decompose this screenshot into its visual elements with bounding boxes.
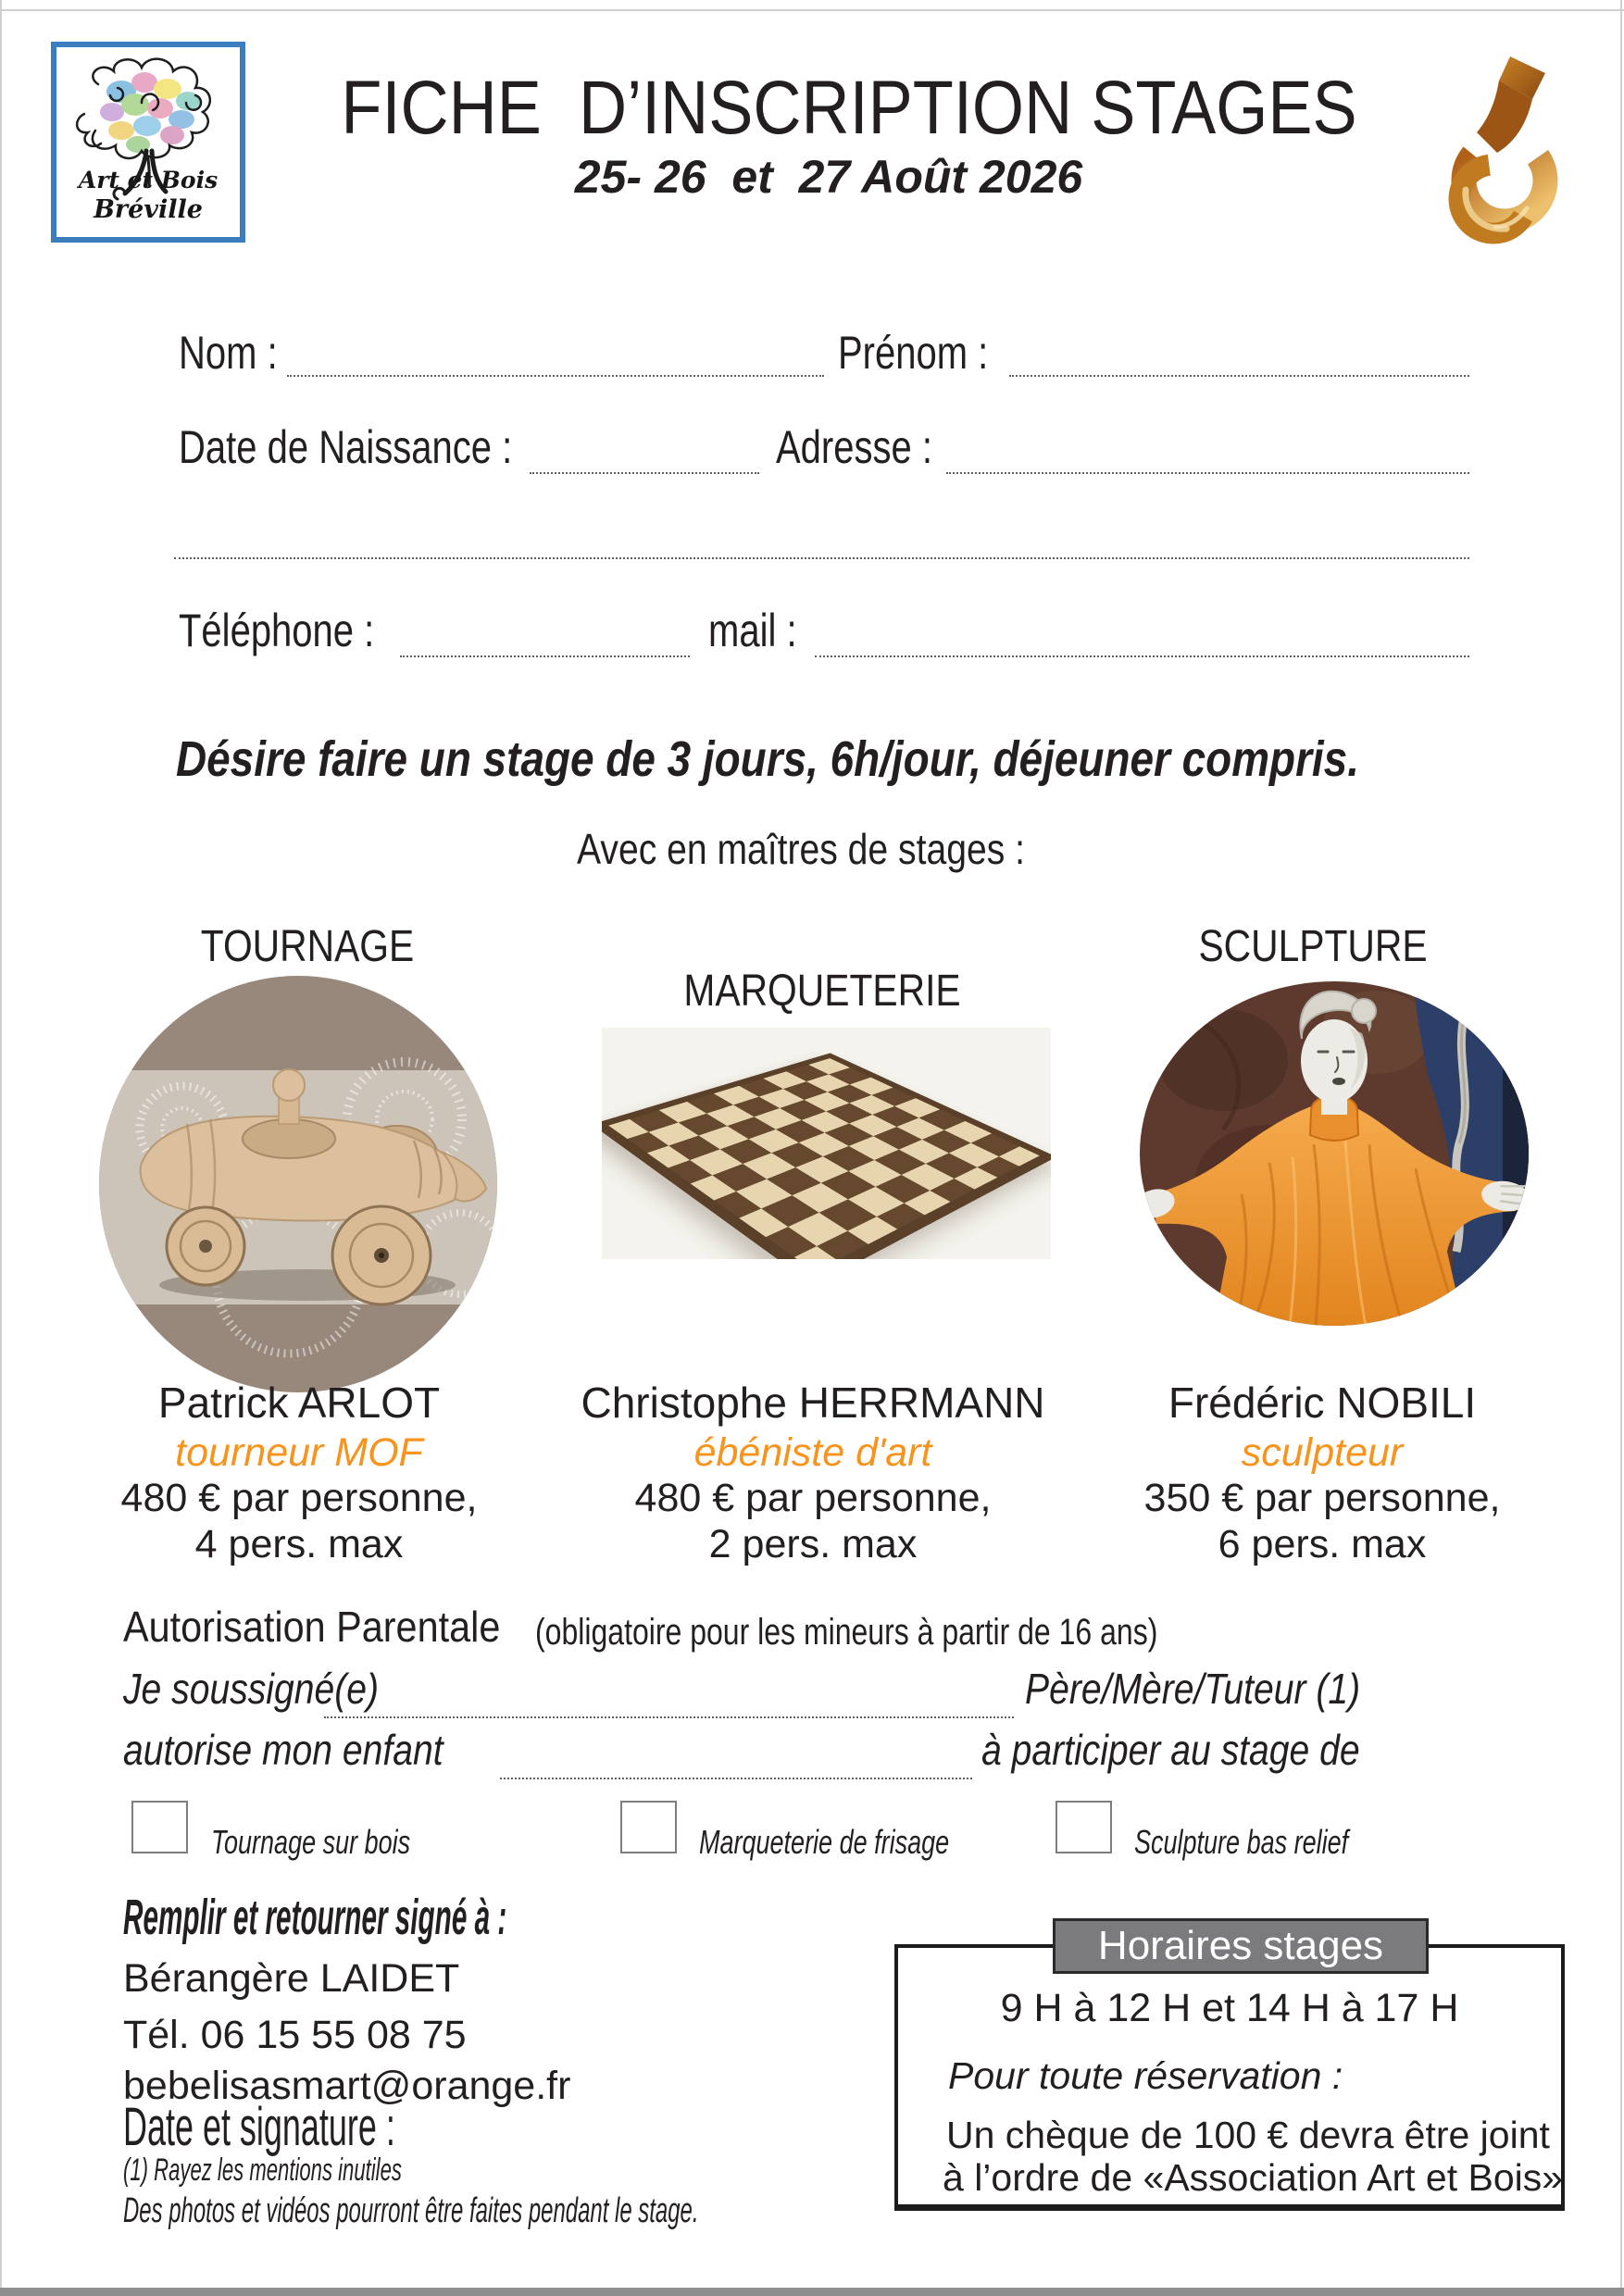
pere-mere-tuteur-label: Père/Mère/Tuteur (1) xyxy=(1025,1665,1361,1713)
stage-headline: Désire faire un stage de 3 jours, 6h/jour, déjeuner compris. xyxy=(176,731,1359,787)
authorization-condition: (obligatoire pour les mineurs à partir de 16 ans) xyxy=(535,1612,1158,1653)
nom-line[interactable] xyxy=(287,375,824,377)
adresse-label: Adresse : xyxy=(776,421,932,473)
logo-tree-icon xyxy=(56,167,240,241)
role-sculpture: sculpteur xyxy=(1241,1430,1404,1475)
page-date: 25- 26 et 27 Août 2026 xyxy=(574,151,1083,203)
checkbox-marqueterie-de-frisage[interactable] xyxy=(620,1801,677,1853)
autorise-enfant-label: autorise mon enfant xyxy=(123,1726,443,1774)
contact-phone: Tél. 06 15 55 08 75 xyxy=(123,2013,467,2057)
return-to-label: Remplir et retourner signé à : xyxy=(123,1890,507,1945)
name-tournage: Patrick ARLOT xyxy=(157,1379,441,1427)
category-tournage: TOURNAGE xyxy=(200,922,415,971)
page-title: FICHE D’INSCRIPTION STAGES xyxy=(341,66,1357,150)
adresse-line-2[interactable] xyxy=(174,557,1469,559)
telephone-label: Téléphone : xyxy=(179,605,375,656)
date-naissance-line[interactable] xyxy=(530,472,759,474)
option-label-marqueterie: Marqueterie de frisage xyxy=(699,1823,950,1861)
date-naissance-label: Date de Naissance : xyxy=(179,421,513,473)
nom-label: Nom : xyxy=(179,327,278,379)
logo-text-line1: Art et Bois xyxy=(78,167,219,193)
cheque-line-2: à l’ordre de «Association Art et Bois» xyxy=(943,2156,1564,2199)
telephone-line[interactable] xyxy=(400,655,690,657)
logo-text-line2: Bréville xyxy=(94,195,203,224)
footer-band xyxy=(0,2288,1624,2296)
cheque-line-1: Un chèque de 100 € devra être joint xyxy=(946,2114,1550,2156)
role-tournage: tourneur MOF xyxy=(175,1430,423,1475)
category-sculpture: SCULPTURE xyxy=(1198,922,1428,971)
association-logo xyxy=(51,42,245,243)
capacity-marqueterie: 2 pers. max xyxy=(708,1522,918,1566)
right-edge-line xyxy=(1620,0,1622,2296)
top-edge-line xyxy=(0,9,1624,11)
name-marqueterie: Christophe HERRMANN xyxy=(581,1379,1045,1427)
signature-label: Date et signature : xyxy=(123,2097,395,2157)
schedule-hours: 9 H à 12 H et 14 H à 17 H xyxy=(1000,1986,1459,2030)
participer-label: à participer au stage de xyxy=(981,1726,1360,1774)
contact-email: bebelisasmart@orange.fr xyxy=(123,2064,571,2108)
mail-line[interactable] xyxy=(815,655,1469,657)
soussigne-label: Je soussigné(e) xyxy=(123,1665,380,1713)
masters-line: Avec en maîtres de stages : xyxy=(577,825,1025,873)
price-tournage: 480 € par personne, xyxy=(120,1476,478,1520)
marqueterie-photo xyxy=(602,1028,1051,1259)
name-sculpture: Frédéric NOBILI xyxy=(1168,1379,1477,1427)
checkbox-sculpture-bas-relief[interactable] xyxy=(1056,1801,1112,1853)
capacity-tournage: 4 pers. max xyxy=(194,1522,404,1566)
option-label-tournage: Tournage sur bois xyxy=(211,1823,411,1861)
option-label-sculpture: Sculpture bas relief xyxy=(1134,1823,1349,1861)
mail-label: mail : xyxy=(708,605,797,656)
note-mentions: (1) Rayez les mentions inutiles xyxy=(123,2152,402,2188)
price-marqueterie: 480 € par personne, xyxy=(634,1476,992,1520)
role-marqueterie: ébéniste d'art xyxy=(693,1430,932,1475)
left-edge-line xyxy=(0,0,2,2296)
checkbox-tournage-sur-bois[interactable] xyxy=(131,1801,188,1853)
price-sculpture: 350 € par personne, xyxy=(1143,1476,1501,1520)
prenom-label: Prénom : xyxy=(838,327,989,379)
schedule-header xyxy=(1053,1918,1429,1974)
prenom-line[interactable] xyxy=(1009,375,1469,377)
enfant-line[interactable] xyxy=(500,1778,972,1779)
chessboard xyxy=(602,1053,1051,1259)
soussigne-line[interactable] xyxy=(324,1716,1014,1718)
note-photos: Des photos et vidéos pourront être faites pendant le stage. xyxy=(123,2191,699,2230)
authorization-title: Autorisation Parentale xyxy=(123,1603,501,1651)
reservation-label: Pour toute réservation : xyxy=(948,2054,1343,2097)
adresse-line[interactable] xyxy=(946,472,1469,474)
schedule-header-label: Horaires stages xyxy=(1097,1923,1384,1968)
category-marqueterie: MARQUETERIE xyxy=(683,967,961,1016)
contact-name: Bérangère LAIDET xyxy=(123,1956,460,2001)
capacity-sculpture: 6 pers. max xyxy=(1218,1522,1427,1566)
